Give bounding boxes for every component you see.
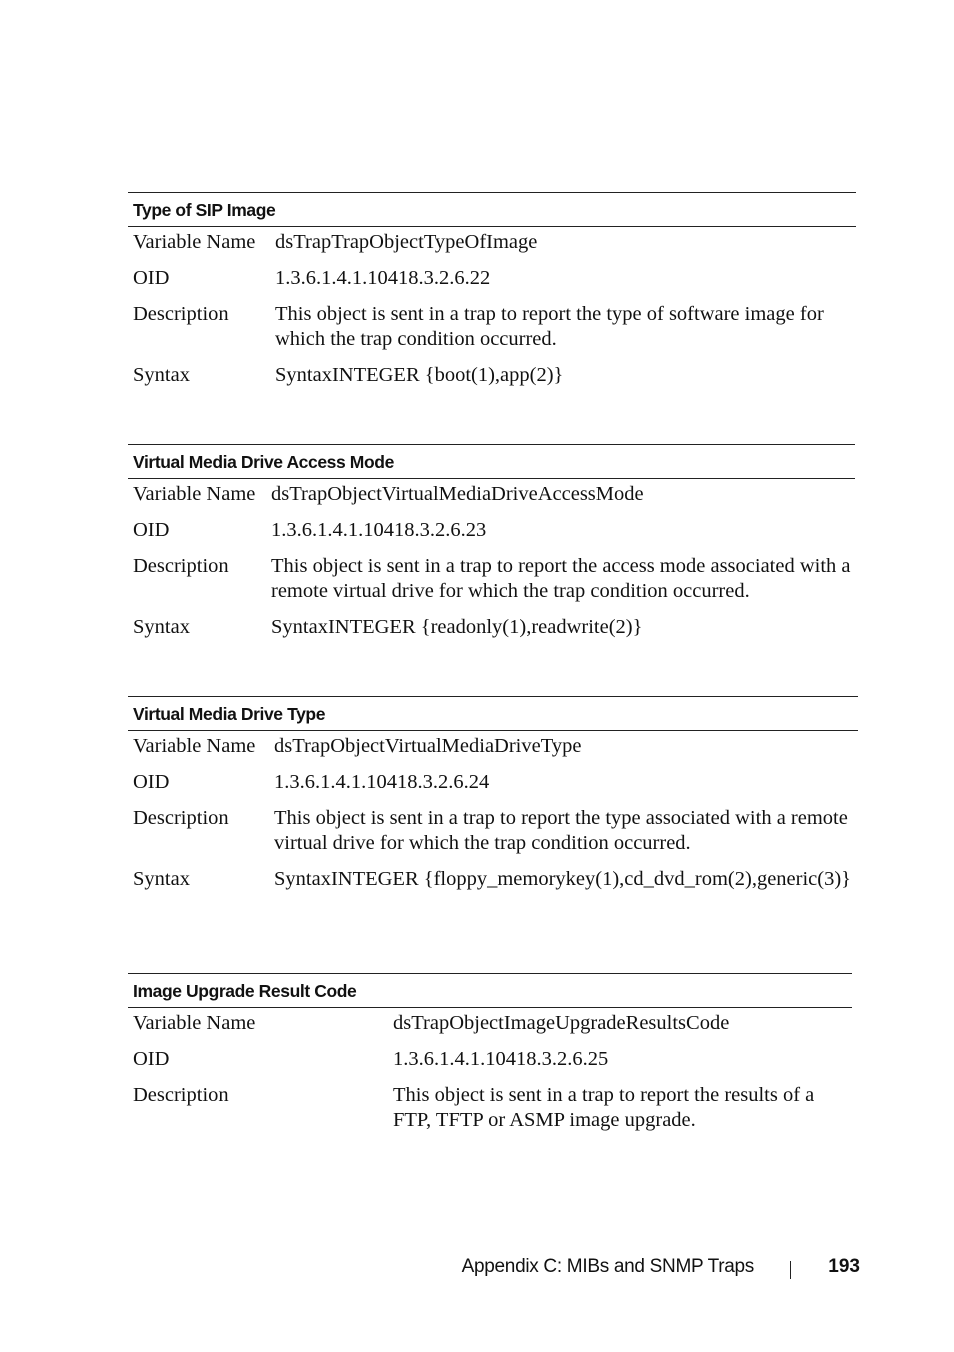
mib-object-table-drive-access-mode [128, 444, 855, 640]
table-row [128, 1011, 852, 1036]
table-row [128, 615, 855, 640]
table-row [128, 867, 858, 892]
row-label: Description [133, 807, 229, 829]
row-label: OID [133, 267, 170, 289]
table-row [128, 266, 856, 291]
row-value: This object is sent in a trap to report the access mode associated with a remote virtual drive for which the trap condition occurred. [271, 555, 851, 602]
table-row [128, 806, 858, 856]
row-label: OID [133, 771, 170, 793]
mib-object-table-drive-type [128, 696, 858, 892]
table-heading: Virtual Media Drive Access Mode [128, 444, 855, 479]
page-number: 193 [828, 1256, 860, 1277]
row-label: OID [133, 1048, 170, 1070]
row-value: 1.3.6.1.4.1.10418.3.2.6.24 [274, 771, 490, 793]
row-value: 1.3.6.1.4.1.10418.3.2.6.23 [271, 519, 487, 541]
table-row [128, 302, 856, 352]
row-label: Variable Name [133, 735, 256, 757]
row-value: 1.3.6.1.4.1.10418.3.2.6.25 [393, 1048, 609, 1070]
table-row [128, 770, 858, 795]
footer-divider [790, 1261, 791, 1279]
row-label: Variable Name [133, 483, 256, 505]
row-value: SyntaxINTEGER {floppy_memorykey(1),cd_dvd_rom(2),generic(3)} [274, 868, 852, 890]
row-label: Variable Name [133, 1012, 256, 1034]
table-heading: Image Upgrade Result Code [128, 973, 852, 1008]
table-row [128, 518, 855, 543]
row-label: Syntax [133, 868, 190, 890]
table-row [128, 230, 856, 255]
row-value: dsTrapObjectImageUpgradeResultsCode [393, 1012, 730, 1034]
row-label: Syntax [133, 616, 190, 638]
table-row [128, 363, 856, 388]
row-label: Description [133, 555, 229, 577]
row-value: dsTrapObjectVirtualMediaDriveType [274, 735, 582, 757]
table-heading: Virtual Media Drive Type [128, 696, 858, 731]
row-label: Description [133, 1084, 229, 1106]
row-value: This object is sent in a trap to report the type associated with a remote virtual drive for which the trap condition occurred. [274, 807, 848, 854]
row-value: dsTrapObjectVirtualMediaDriveAccessMode [271, 483, 644, 505]
row-label: Description [133, 303, 229, 325]
table-heading: Type of SIP Image [128, 192, 856, 227]
table-row [128, 1047, 852, 1072]
page-footer [0, 1256, 954, 1282]
table-row [128, 734, 858, 759]
mib-object-table-upgrade-result [128, 973, 852, 1133]
row-value: dsTrapTrapObjectTypeOfImage [275, 231, 538, 253]
table-row [128, 554, 855, 604]
row-value: This object is sent in a trap to report the type of software image for which the trap condition occurred. [275, 303, 824, 350]
row-value: This object is sent in a trap to report the results of a FTP, TFTP or ASMP image upgrade. [393, 1084, 815, 1131]
row-value: 1.3.6.1.4.1.10418.3.2.6.22 [275, 267, 491, 289]
row-value: SyntaxINTEGER {readonly(1),readwrite(2)} [271, 616, 643, 638]
row-label: Variable Name [133, 231, 256, 253]
table-row [128, 482, 855, 507]
row-value: SyntaxINTEGER {boot(1),app(2)} [275, 364, 564, 386]
row-label: OID [133, 519, 170, 541]
footer-chapter-title: Appendix C: MIBs and SNMP Traps [461, 1256, 754, 1277]
row-label: Syntax [133, 364, 190, 386]
table-row [128, 1083, 852, 1133]
mib-object-table-sip-image [128, 192, 856, 388]
